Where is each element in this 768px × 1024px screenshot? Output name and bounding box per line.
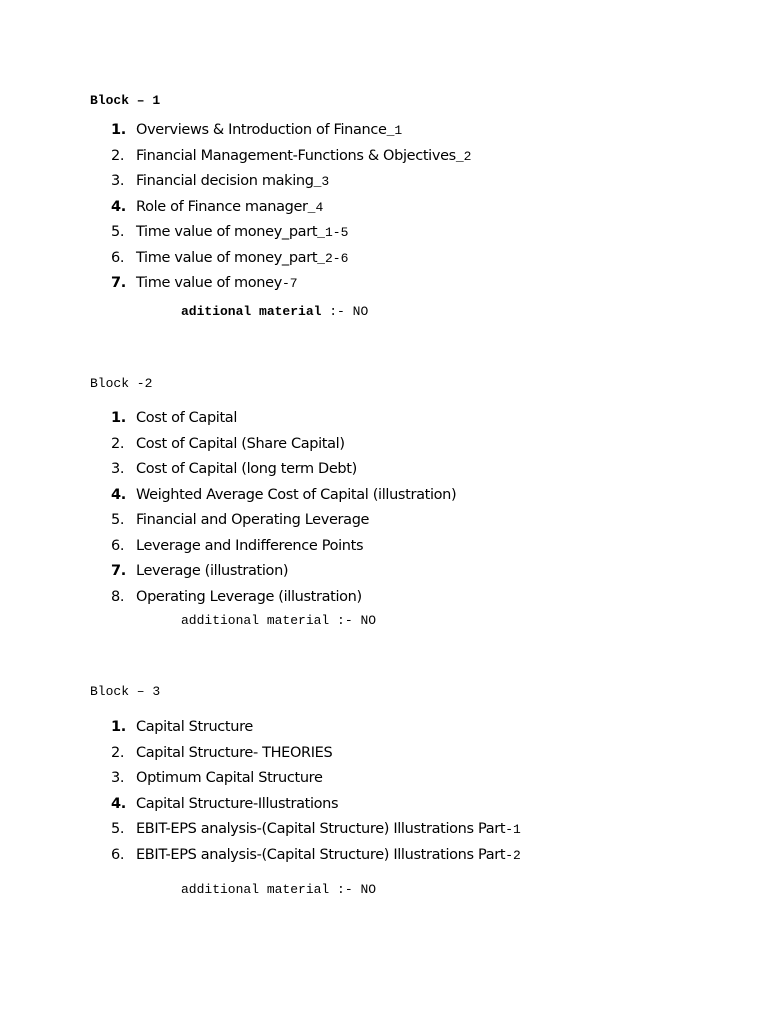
item-text: Weighted Average Cost of Capital (illustration) [136, 486, 457, 503]
block-1-list [0, 119, 768, 298]
item-number: 5. [111, 224, 125, 240]
list-item [0, 247, 768, 273]
item-text: Capital Structure-Illustrations [136, 795, 339, 812]
item-text: Capital Structure [136, 719, 253, 735]
list-item [0, 407, 768, 433]
additional-material-note [181, 304, 368, 320]
block-title: Block – 3 [90, 684, 161, 699]
list-item [0, 560, 768, 586]
item-number: 4. [111, 486, 126, 503]
list-item [0, 767, 768, 793]
item-number: 5. [111, 512, 125, 528]
list-item [0, 586, 768, 612]
item-text: Cost of Capital (Share Capital) [136, 435, 345, 452]
item-suffix: _2 [455, 148, 472, 164]
list-item [0, 818, 768, 844]
item-text: EBIT-EPS analysis-(Capital Structure) Illustrations Part [136, 821, 506, 837]
block-3-list [0, 716, 768, 869]
item-number: 1. [111, 410, 126, 426]
item-text: Leverage and Indifference Points [136, 537, 364, 554]
item-number: 4. [111, 198, 126, 215]
item-number: 5. [111, 821, 125, 837]
item-text: Financial Management-Functions & Objectives [136, 147, 456, 164]
item-number: 8. [111, 588, 125, 605]
item-suffix: _2-6 [317, 250, 349, 266]
item-number: 4. [111, 795, 126, 812]
item-number: 3. [111, 461, 125, 477]
item-text: Time value of money_part [136, 224, 318, 240]
item-suffix: _4 [307, 199, 324, 215]
item-number: 6. [111, 846, 125, 863]
note-label: aditional material [181, 304, 322, 319]
note-value: :- NO [329, 613, 377, 628]
item-number: 3. [111, 173, 125, 189]
additional-material-note [181, 613, 376, 629]
block-title: Block – 1 [90, 93, 161, 108]
item-text: Leverage (illustration) [136, 563, 289, 579]
list-item [0, 509, 768, 535]
list-item [0, 272, 768, 298]
list-item [0, 793, 768, 819]
list-item [0, 844, 768, 870]
item-text: Financial and Operating Leverage [136, 512, 370, 528]
item-text: Cost of Capital (long term Debt) [136, 461, 357, 477]
note-label: additional material [181, 882, 330, 897]
list-item [0, 484, 768, 510]
list-item [0, 145, 768, 171]
item-number: 6. [111, 537, 125, 554]
item-suffix: _1-5 [317, 225, 349, 240]
item-number: 2. [111, 744, 125, 761]
item-text: Operating Leverage (illustration) [136, 588, 362, 605]
list-item [0, 742, 768, 768]
item-suffix: _3 [313, 174, 330, 189]
block-2-list [0, 407, 768, 611]
item-suffix: -1 [505, 822, 521, 837]
item-text: Role of Finance manager [136, 198, 308, 215]
item-number: 2. [111, 435, 125, 452]
item-text: Overviews & Introduction of Finance [136, 122, 387, 138]
item-number: 1. [111, 122, 126, 138]
item-number: 3. [111, 770, 125, 786]
item-text: Optimum Capital Structure [136, 770, 323, 786]
item-number: 7. [111, 563, 126, 579]
list-item [0, 119, 768, 145]
item-number: 7. [111, 275, 126, 291]
list-item [0, 535, 768, 561]
note-value: :- NO [329, 882, 377, 897]
item-number: 6. [111, 249, 125, 266]
additional-material-note [181, 882, 376, 898]
note-value: :- NO [321, 304, 369, 319]
item-text: Financial decision making [136, 173, 314, 189]
note-label: additional material [181, 613, 330, 628]
list-item [0, 716, 768, 742]
item-suffix: -7 [281, 276, 298, 291]
item-text: Time value of money [136, 275, 282, 291]
item-text: Capital Structure- THEORIES [136, 744, 333, 761]
list-item [0, 196, 768, 222]
list-item [0, 458, 768, 484]
item-suffix: -2 [505, 847, 521, 863]
item-suffix: _1 [386, 123, 403, 138]
list-item [0, 433, 768, 459]
item-text: EBIT-EPS analysis-(Capital Structure) Illustrations Part [136, 846, 506, 863]
item-number: 2. [111, 147, 125, 164]
item-text: Time value of money_part [136, 249, 318, 266]
list-item [0, 170, 768, 196]
item-text: Cost of Capital [136, 410, 238, 426]
block-title: Block -2 [90, 376, 153, 391]
list-item [0, 221, 768, 247]
item-number: 1. [111, 719, 126, 735]
